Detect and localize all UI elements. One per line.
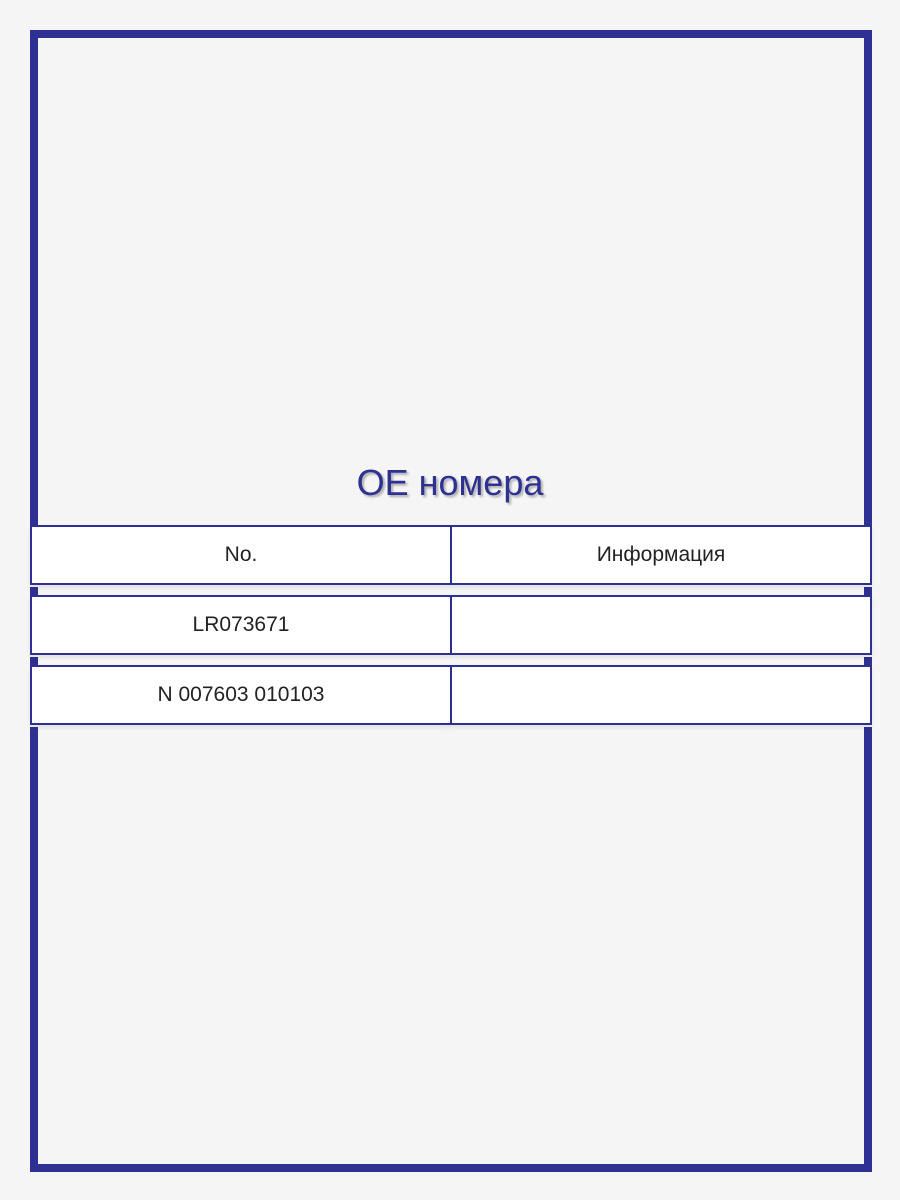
table-cell-info: [451, 665, 872, 725]
table-row: [30, 595, 872, 657]
header-cell-no: No.: [30, 525, 451, 585]
table-header-row: [30, 525, 872, 587]
table-cell-number: N 007603 010103: [30, 665, 451, 725]
table-row: [30, 665, 872, 727]
table-cell-number: LR073671: [30, 595, 451, 655]
header-cell-info: Информация: [451, 525, 872, 585]
table-cell-info: [451, 595, 872, 655]
page-title: OE номера: [356, 462, 544, 503]
